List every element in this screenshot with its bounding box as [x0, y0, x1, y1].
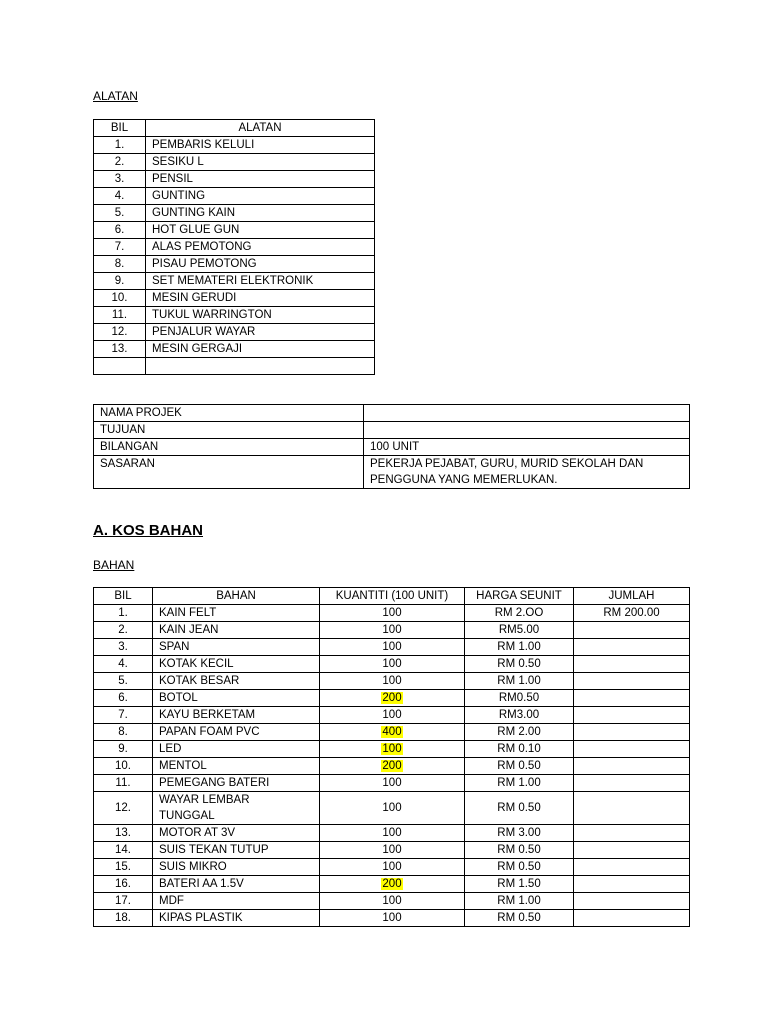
tools-cell-alatan: PENJALUR WAYAR [146, 324, 375, 341]
tools-cell-alatan: PENSIL [146, 171, 375, 188]
materials-cell-bahan: KOTAK KECIL [153, 656, 320, 673]
tools-cell-bil [94, 358, 146, 375]
tools-cell-alatan: SET MEMATERI ELEKTRONIK [146, 273, 375, 290]
project-info-label: TUJUAN [94, 422, 364, 439]
materials-cell-jumlah [574, 724, 690, 741]
materials-cell-bahan: MDF [153, 893, 320, 910]
tools-cell-alatan: GUNTING KAIN [146, 205, 375, 222]
tools-cell-bil: 1. [94, 137, 146, 154]
tools-cell-alatan: PEMBARIS KELULI [146, 137, 375, 154]
materials-table-row [94, 690, 690, 707]
materials-cell-harga: RM5.00 [465, 622, 574, 639]
materials-cell-kuantiti: 100 [320, 842, 465, 859]
materials-cell-bil: 15. [94, 859, 153, 876]
materials-cell-jumlah [574, 707, 690, 724]
materials-cell-kuantiti: 100 [320, 910, 465, 927]
materials-cell-jumlah [574, 893, 690, 910]
project-info-label: SASARAN [94, 456, 364, 489]
project-info-value: PEKERJA PEJABAT, GURU, MURID SEKOLAH DAN PENGGUNA YANG MEMERLUKAN. [364, 456, 690, 489]
materials-cell-jumlah: RM 200.00 [574, 605, 690, 622]
materials-cell-harga: RM 0.10 [465, 741, 574, 758]
tools-cell-bil: 12. [94, 324, 146, 341]
materials-cell-bil: 5. [94, 673, 153, 690]
materials-table-row [94, 656, 690, 673]
materials-cell-harga: RM 2.00 [465, 724, 574, 741]
materials-cell-jumlah [574, 876, 690, 893]
materials-cell-bil: 12. [94, 792, 153, 825]
materials-cell-bahan: KAIN FELT [153, 605, 320, 622]
materials-cell-harga: RM 1.00 [465, 893, 574, 910]
materials-cell-kuantiti: 100 [320, 639, 465, 656]
project-info-label: NAMA PROJEK [94, 405, 364, 422]
materials-cell-jumlah [574, 825, 690, 842]
materials-cell-bahan: LED [153, 741, 320, 758]
materials-cell-jumlah [574, 859, 690, 876]
materials-cell-harga: RM 0.50 [465, 758, 574, 775]
materials-table-row [94, 792, 690, 825]
materials-cell-bahan: KOTAK BESAR [153, 673, 320, 690]
materials-cell-bahan: PEMEGANG BATERI [153, 775, 320, 792]
materials-table-row [94, 639, 690, 656]
materials-cell-harga: RM 0.50 [465, 859, 574, 876]
materials-header-harga: HARGA SEUNIT [465, 588, 574, 605]
materials-cell-kuantiti: 100 [320, 605, 465, 622]
materials-table-row [94, 825, 690, 842]
project-info-label: BILANGAN [94, 439, 364, 456]
materials-cell-harga: RM3.00 [465, 707, 574, 724]
materials-cell-bahan: SUIS MIKRO [153, 859, 320, 876]
materials-cell-bahan: PAPAN FOAM PVC [153, 724, 320, 741]
tools-table-row [94, 256, 375, 273]
kos-bahan-heading: A. KOS BAHAN [93, 522, 204, 539]
materials-cell-bahan: KAYU BERKETAM [153, 707, 320, 724]
project-info-row [94, 439, 690, 456]
tools-table [93, 119, 375, 375]
materials-table-row [94, 724, 690, 741]
tools-cell-alatan [146, 358, 375, 375]
materials-cell-bil: 7. [94, 707, 153, 724]
materials-cell-kuantiti [320, 724, 465, 741]
materials-table-row [94, 758, 690, 775]
project-info-row [94, 456, 690, 489]
materials-table-row [94, 842, 690, 859]
materials-cell-harga: RM 1.00 [465, 775, 574, 792]
materials-cell-bahan: SPAN [153, 639, 320, 656]
materials-table-row [94, 673, 690, 690]
materials-cell-bil: 18. [94, 910, 153, 927]
tools-table-row [94, 358, 375, 375]
tools-header-alatan: ALATAN [146, 120, 375, 137]
materials-cell-harga: RM 1.00 [465, 673, 574, 690]
materials-cost-table [93, 587, 690, 927]
materials-cell-kuantiti: 100 [320, 707, 465, 724]
materials-cell-kuantiti [320, 741, 465, 758]
materials-cell-bil: 2. [94, 622, 153, 639]
materials-cell-kuantiti [320, 876, 465, 893]
materials-cell-jumlah [574, 639, 690, 656]
tools-cell-bil: 2. [94, 154, 146, 171]
tools-table-row [94, 324, 375, 341]
materials-cell-bil: 16. [94, 876, 153, 893]
materials-cell-bahan: MENTOL [153, 758, 320, 775]
materials-cell-bahan: MOTOR AT 3V [153, 825, 320, 842]
materials-table-row [94, 775, 690, 792]
materials-cell-bil: 14. [94, 842, 153, 859]
materials-cell-jumlah [574, 775, 690, 792]
materials-cell-kuantiti [320, 690, 465, 707]
materials-cell-harga: RM 0.50 [465, 792, 574, 825]
tools-table-row [94, 137, 375, 154]
tools-cell-alatan: GUNTING [146, 188, 375, 205]
tools-cell-bil: 13. [94, 341, 146, 358]
tools-cell-alatan: PISAU PEMOTONG [146, 256, 375, 273]
tools-cell-alatan: SESIKU L [146, 154, 375, 171]
tools-cell-bil: 8. [94, 256, 146, 273]
tools-table-row [94, 290, 375, 307]
materials-cell-bahan: BATERI AA 1.5V [153, 876, 320, 893]
materials-header-bahan: BAHAN [153, 588, 320, 605]
quantity-highlight: 100 [382, 743, 402, 755]
materials-cell-harga: RM 1.00 [465, 639, 574, 656]
tools-table-row [94, 188, 375, 205]
tools-cell-alatan: MESIN GERUDI [146, 290, 375, 307]
materials-cell-bahan: SUIS TEKAN TUTUP [153, 842, 320, 859]
project-info-row [94, 405, 690, 422]
tools-cell-bil: 4. [94, 188, 146, 205]
materials-table-body [94, 605, 690, 927]
tools-cell-alatan: MESIN GERGAJI [146, 341, 375, 358]
materials-table-row [94, 910, 690, 927]
materials-cell-jumlah [574, 673, 690, 690]
quantity-highlight: 400 [382, 726, 402, 738]
materials-table-row [94, 876, 690, 893]
materials-cell-bahan: BOTOL [153, 690, 320, 707]
tools-table-row [94, 307, 375, 324]
tools-cell-alatan: ALAS PEMOTONG [146, 239, 375, 256]
materials-cell-bahan: WAYAR LEMBAR TUNGGAL [153, 792, 320, 825]
tools-header-bil: BIL [94, 120, 146, 137]
project-info-row [94, 422, 690, 439]
quantity-highlight: 200 [382, 760, 402, 772]
materials-cell-kuantiti: 100 [320, 622, 465, 639]
materials-table-row [94, 622, 690, 639]
materials-table-row [94, 605, 690, 622]
project-info-value [364, 405, 690, 422]
materials-cell-bil: 17. [94, 893, 153, 910]
tools-table-header-row [94, 120, 375, 137]
materials-cell-harga: RM 0.50 [465, 910, 574, 927]
materials-cell-harga: RM 1.50 [465, 876, 574, 893]
materials-header-bil: BIL [94, 588, 153, 605]
materials-cell-jumlah [574, 656, 690, 673]
materials-cell-bil: 11. [94, 775, 153, 792]
materials-cell-jumlah [574, 792, 690, 825]
materials-table-row [94, 741, 690, 758]
tools-cell-bil: 5. [94, 205, 146, 222]
materials-cell-jumlah [574, 690, 690, 707]
materials-cell-jumlah [574, 758, 690, 775]
materials-cell-harga: RM 0.50 [465, 842, 574, 859]
project-info-table [93, 404, 690, 489]
tools-cell-bil: 9. [94, 273, 146, 290]
tools-table-row [94, 205, 375, 222]
materials-cell-jumlah [574, 842, 690, 859]
tools-cell-bil: 11. [94, 307, 146, 324]
bahan-subheading: BAHAN [93, 558, 135, 572]
materials-cell-kuantiti: 100 [320, 859, 465, 876]
materials-cell-bil: 10. [94, 758, 153, 775]
project-info-value: 100 UNIT [364, 439, 690, 456]
tools-cell-alatan: TUKUL WARRINGTON [146, 307, 375, 324]
materials-cell-harga: RM 2.OO [465, 605, 574, 622]
materials-table-row [94, 859, 690, 876]
materials-table-header-row [94, 588, 690, 605]
materials-cell-bil: 13. [94, 825, 153, 842]
tools-table-row [94, 273, 375, 290]
tools-table-row [94, 222, 375, 239]
materials-cell-bil: 3. [94, 639, 153, 656]
materials-cell-kuantiti: 100 [320, 825, 465, 842]
tools-table-row [94, 171, 375, 188]
materials-cell-bil: 8. [94, 724, 153, 741]
quantity-highlight: 200 [382, 878, 402, 890]
materials-cell-bahan: KIPAS PLASTIK [153, 910, 320, 927]
tools-cell-bil: 6. [94, 222, 146, 239]
materials-cell-kuantiti: 100 [320, 792, 465, 825]
quantity-highlight: 200 [382, 692, 402, 704]
materials-table-row [94, 707, 690, 724]
materials-cell-bahan: KAIN JEAN [153, 622, 320, 639]
tools-cell-alatan: HOT GLUE GUN [146, 222, 375, 239]
tools-cell-bil: 10. [94, 290, 146, 307]
project-info-body [94, 405, 690, 489]
materials-cell-jumlah [574, 741, 690, 758]
materials-cell-kuantiti: 100 [320, 673, 465, 690]
materials-table-row [94, 893, 690, 910]
materials-cell-bil: 4. [94, 656, 153, 673]
materials-cell-bil: 1. [94, 605, 153, 622]
project-info-value [364, 422, 690, 439]
tools-cell-bil: 3. [94, 171, 146, 188]
materials-cell-kuantiti [320, 758, 465, 775]
tools-table-row [94, 341, 375, 358]
materials-cell-jumlah [574, 910, 690, 927]
tools-table-row [94, 239, 375, 256]
materials-cell-kuantiti: 100 [320, 656, 465, 673]
materials-cell-harga: RM 0.50 [465, 656, 574, 673]
materials-header-jumlah: JUMLAH [574, 588, 690, 605]
materials-header-kuantiti: KUANTITI (100 UNIT) [320, 588, 465, 605]
tools-table-body [94, 137, 375, 375]
materials-cell-bil: 9. [94, 741, 153, 758]
materials-cell-kuantiti: 100 [320, 775, 465, 792]
tools-table-row [94, 154, 375, 171]
materials-cell-jumlah [574, 622, 690, 639]
materials-cell-harga: RM0.50 [465, 690, 574, 707]
tools-cell-bil: 7. [94, 239, 146, 256]
materials-cell-kuantiti: 100 [320, 893, 465, 910]
materials-cell-harga: RM 3.00 [465, 825, 574, 842]
alatan-heading: ALATAN [93, 89, 138, 103]
materials-cell-bil: 6. [94, 690, 153, 707]
